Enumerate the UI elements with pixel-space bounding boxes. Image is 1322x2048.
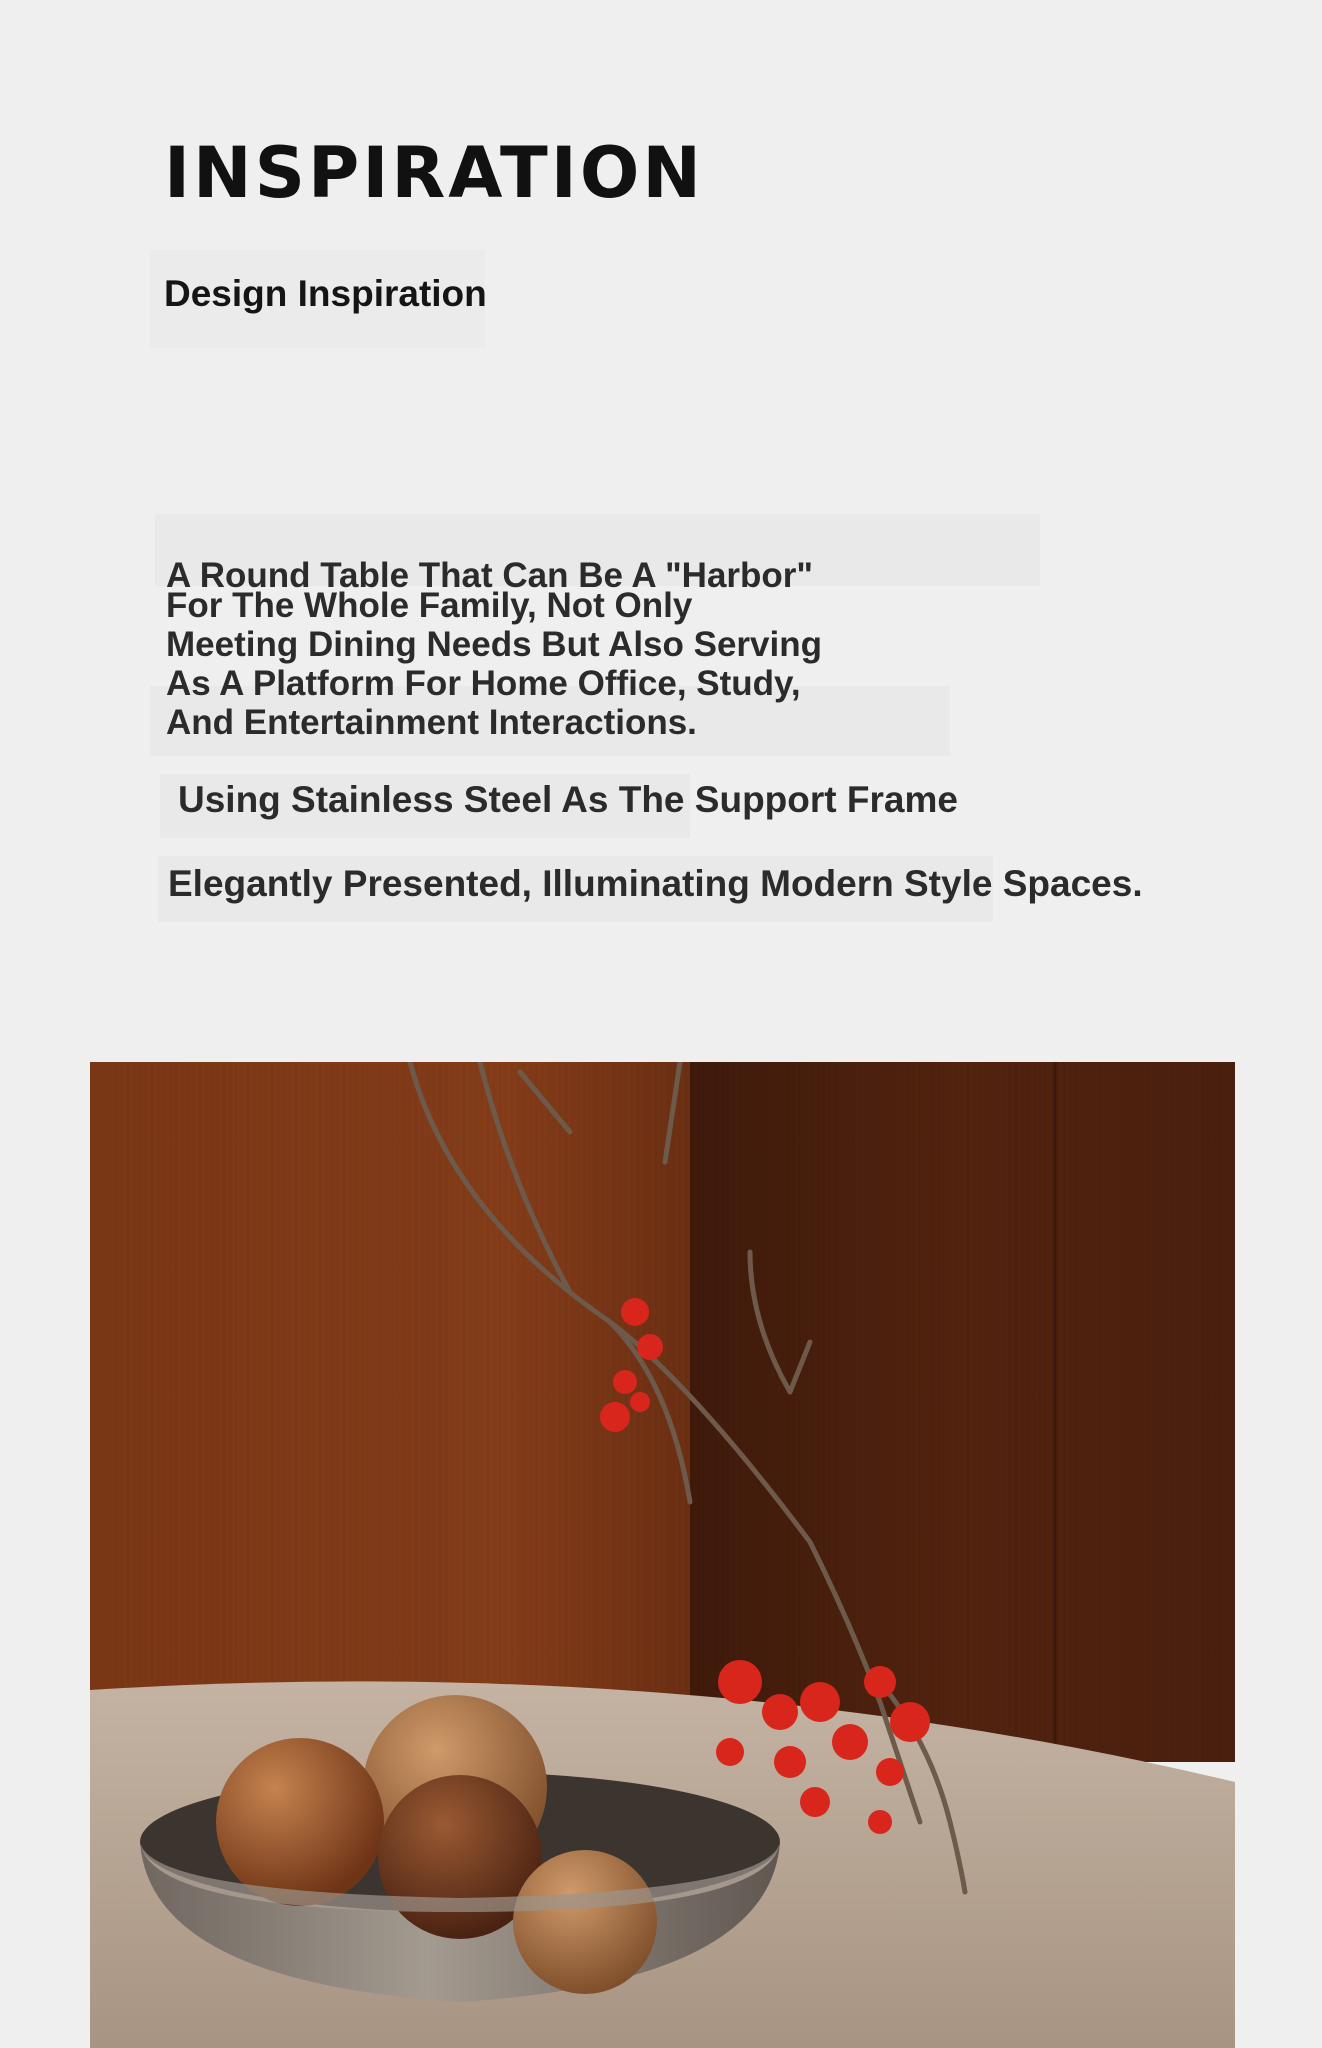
tagline: Elegantly Presented, Illuminating Modern Style Spaces.: [168, 863, 1143, 904]
feature-line: Using Stainless Steel As The Support Frame: [178, 779, 958, 820]
description-line: A Round Table That Can Be A "Harbor": [166, 556, 814, 595]
description-line: As A Platform For Home Office, Study,: [166, 664, 801, 703]
description-paragraph: [166, 556, 926, 742]
description-line: And Entertainment Interactions.: [166, 703, 697, 742]
product-photo: [90, 1062, 1235, 2048]
page-subtitle: Design Inspiration: [164, 273, 487, 314]
table-scene-icon: [90, 1062, 1235, 2048]
description-line: Meeting Dining Needs But Also Serving: [166, 625, 822, 664]
page-title: INSPIRATION: [164, 132, 704, 214]
description-line: For The Whole Family, Not Only: [166, 586, 693, 625]
